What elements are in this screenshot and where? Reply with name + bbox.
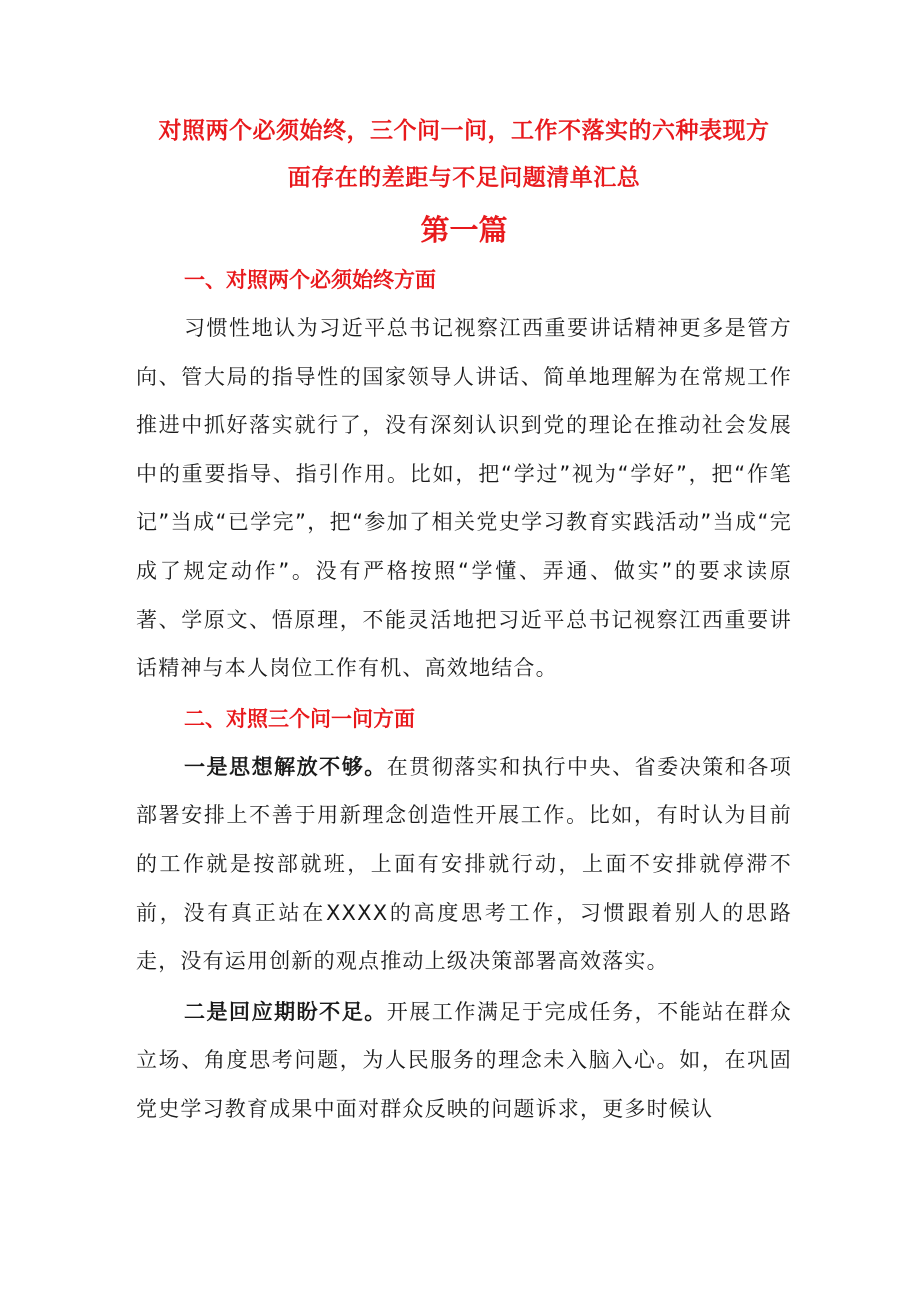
section-2-paragraph-1 [136,743,792,986]
paragraph-text: 习惯性地认为习近平总书记视察江西重要讲话精神更多是管方向、管大局的指导性的国家领导人讲话、简单地理解为在常规工作推进中抓好落实就行了，没有深刻认识到党的理论在推动社会发展中的重要指导、指引作用。比如，把“学过”视为“学好”，把“作笔记”当成“已学完”，把“参加了相关党史学习教育实践活动”当成“完成了规定动作”。没有严格按照“学懂、弄通、做实”的要求读原著、学原文、悟原理，不能灵活地把习近平总书记视察江西重要讲话精神与本人岗位工作有机、高效地结合。 [136,316,792,681]
document-body [136,108,792,1134]
document-title [136,108,792,202]
paragraph-text: 开展工作满足于完成任务，不能站在群众立场、角度思考问题，为人民服务的理念未入脑入心。如，在巩固党史学习教育成果中面对群众反映的问题诉求，更多时候认 [136,999,792,1121]
section-heading-2: 二、对照三个问一问方面 [184,706,415,731]
paragraph-lead: 二是回应期盼不足。 [184,999,387,1024]
document-title-line-2: 面存在的差距与不足问题清单汇总 [287,165,641,191]
section-heading-1: 一、对照两个必须始终方面 [184,268,436,292]
section-2-paragraph-2 [136,988,792,1134]
section-1-paragraph-1 [136,304,792,693]
document-title-line-1: 对照两个必须始终，三个问一问，工作不落实的六种表现方 [158,118,770,144]
paragraph-text: 在贯彻落实和执行中央、省委决策和各项部署安排上不善于用新理念创造性开展工作。比如，有时认为目前的工作就是按部就班，上面有安排就行动，上面不安排就停滞不前，没有真正站在XXXX的高度思考工作，习惯跟着别人的思路走，没有运用创新的观点推动上级决策部署高效落实。 [136,754,792,974]
part-title: 第一篇 [420,213,508,247]
paragraph-lead: 一是思想解放不够。 [184,754,387,779]
